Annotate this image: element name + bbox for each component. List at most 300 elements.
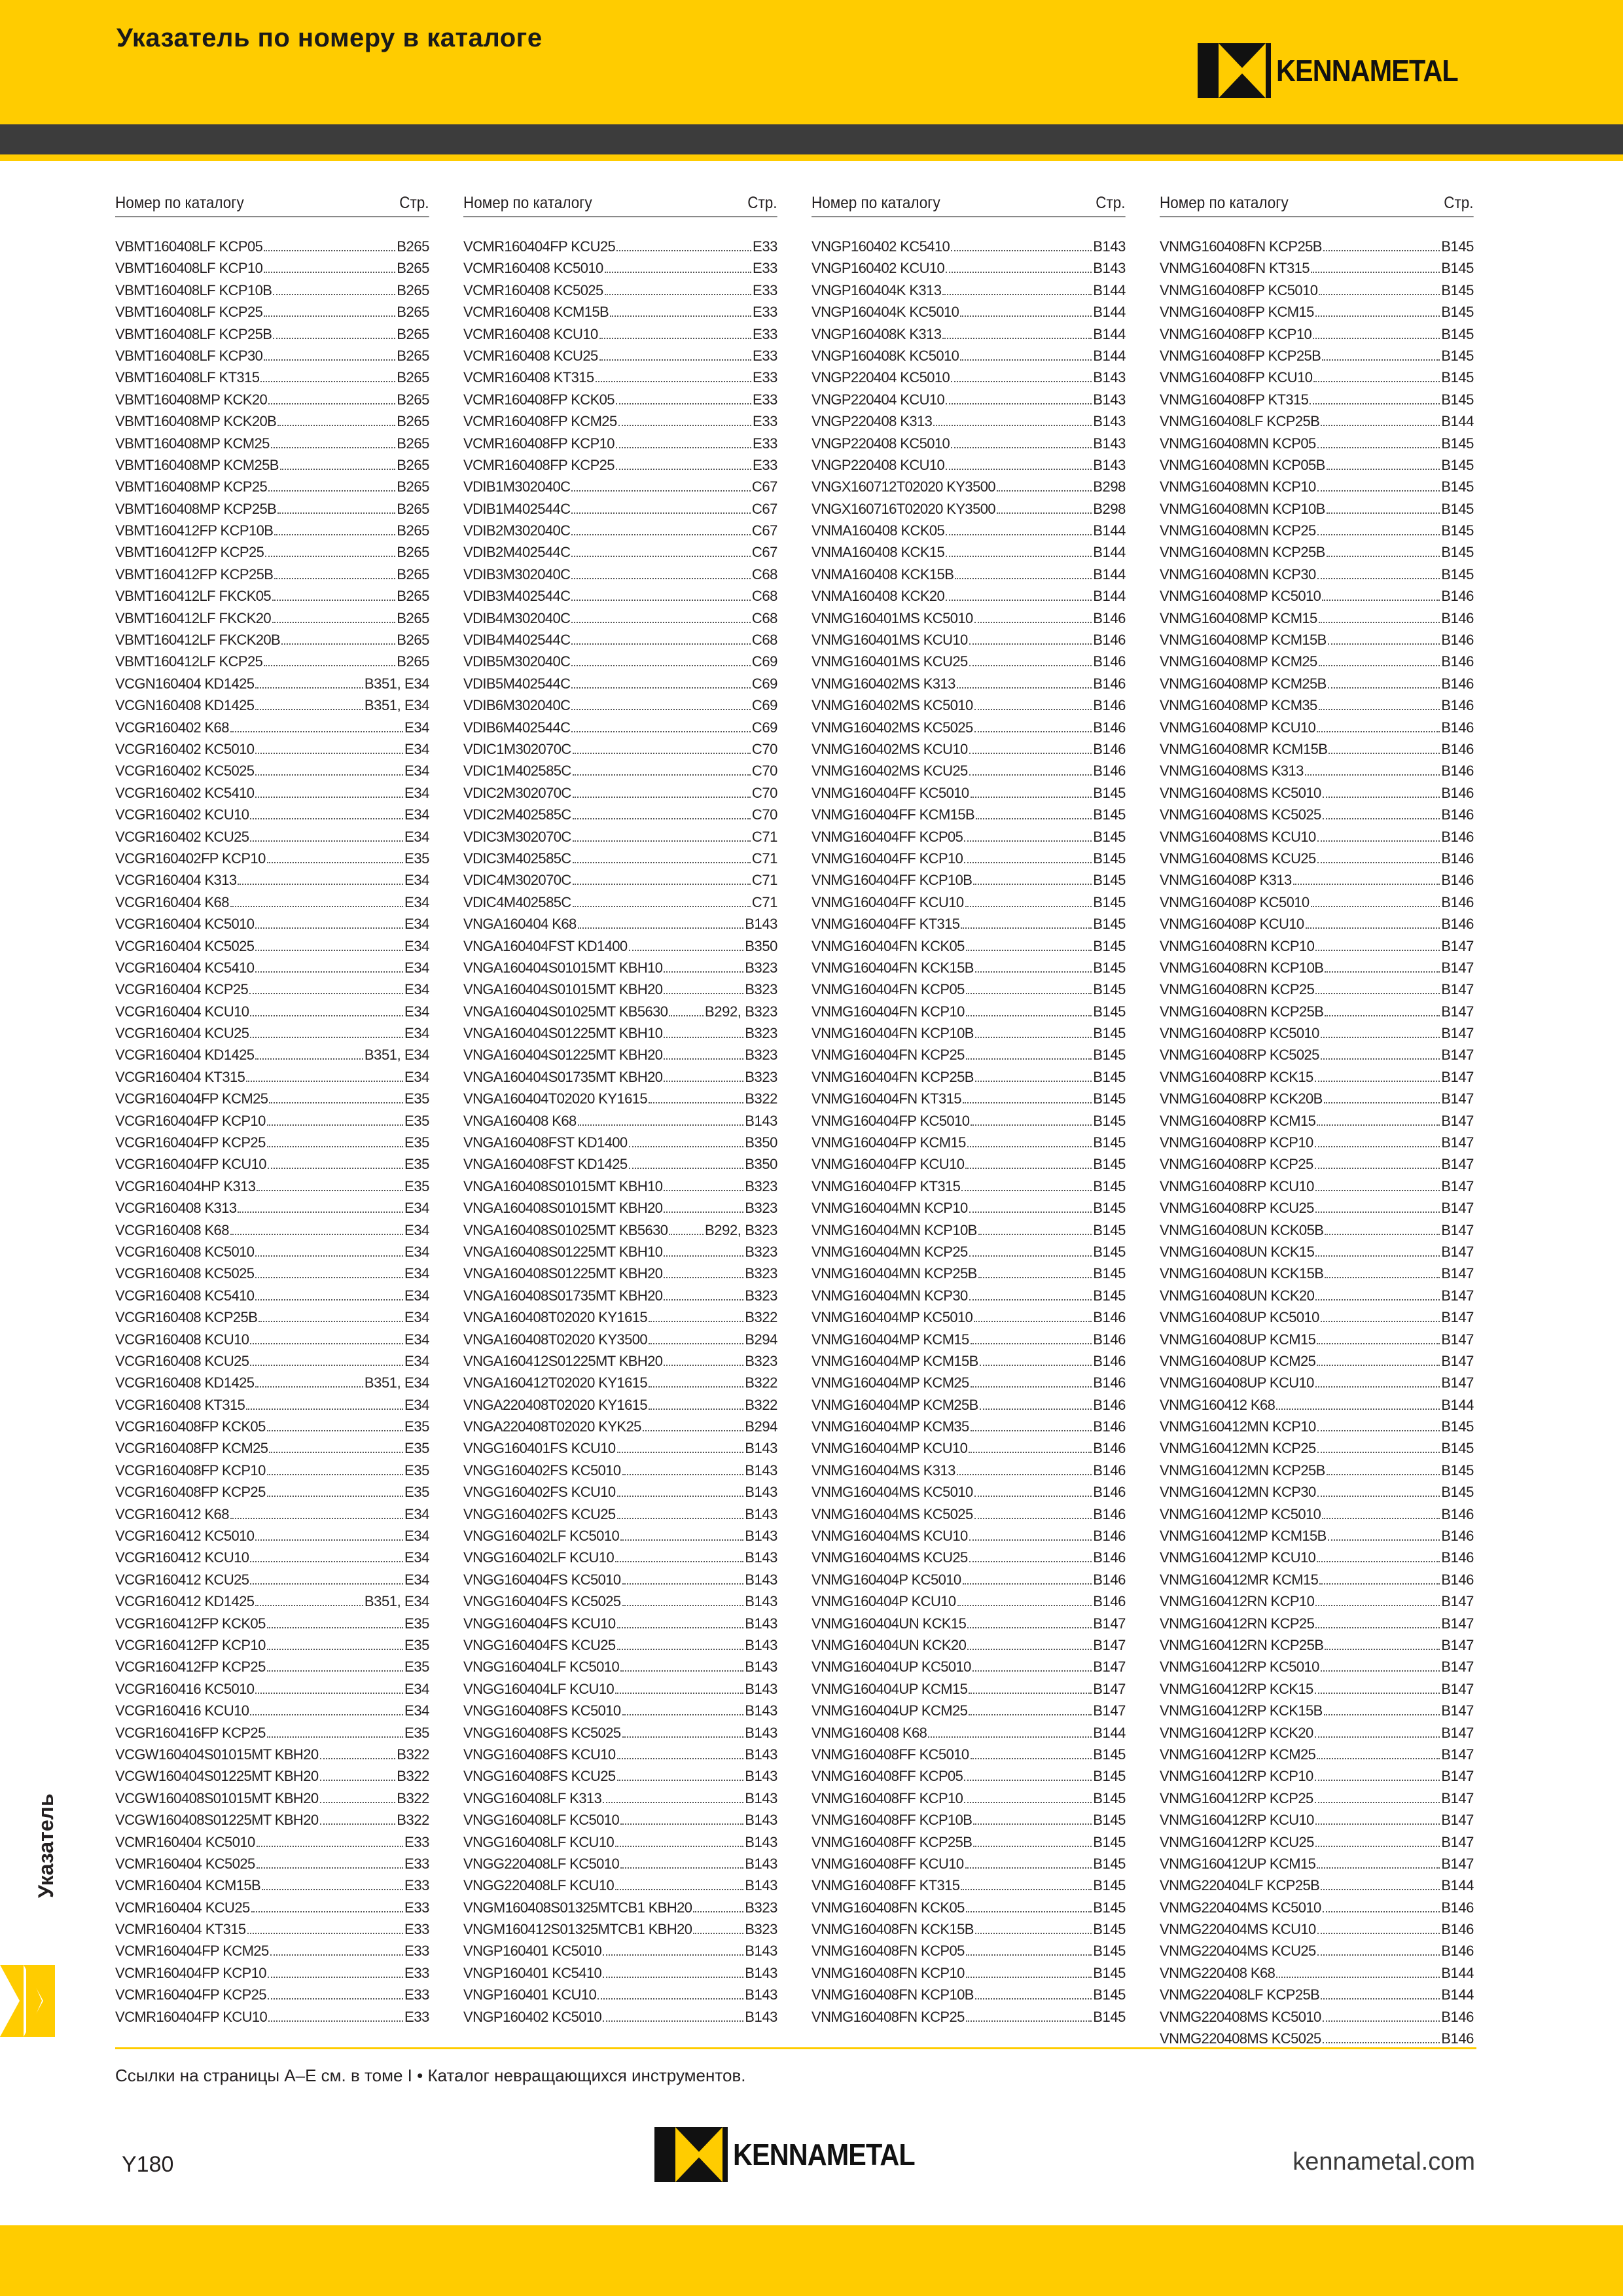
page-reference[interactable]: E34	[404, 1265, 429, 1282]
page-reference[interactable]: B323	[745, 1025, 777, 1042]
page-reference[interactable]: B146	[1441, 1505, 1474, 1522]
page-reference[interactable]: E33	[404, 1877, 429, 1894]
page-reference[interactable]: E34	[404, 1025, 429, 1042]
page-reference[interactable]: B147	[1441, 1812, 1474, 1829]
page-reference[interactable]: B145	[1093, 1090, 1126, 1107]
page-reference[interactable]: B146	[1093, 1571, 1126, 1588]
page-reference[interactable]: C70	[751, 784, 777, 801]
page-reference[interactable]: B144	[1093, 281, 1126, 298]
page-reference[interactable]: E35	[404, 1724, 429, 1741]
page-reference[interactable]: B265	[397, 435, 429, 452]
page-reference[interactable]: B146	[1441, 1528, 1474, 1545]
page-reference[interactable]: C71	[751, 828, 777, 845]
page-reference[interactable]: B146	[1093, 1528, 1126, 1545]
page-reference[interactable]: B323	[745, 1068, 777, 1085]
page-reference[interactable]: E35	[404, 1440, 429, 1457]
page-reference[interactable]: B147	[1441, 1003, 1474, 1020]
page-reference[interactable]: B143	[745, 1112, 777, 1129]
page-reference[interactable]: B145	[1441, 1462, 1474, 1479]
page-reference[interactable]: B147	[1441, 1724, 1474, 1741]
page-reference[interactable]: B145	[1441, 391, 1474, 408]
page-reference[interactable]: B350	[745, 1134, 777, 1151]
page-reference[interactable]: B145	[1441, 1440, 1474, 1457]
page-reference[interactable]: B265	[397, 609, 429, 626]
page-reference[interactable]: B143	[745, 1659, 777, 1676]
page-reference[interactable]: B143	[745, 1528, 777, 1545]
page-reference[interactable]: E33	[753, 456, 777, 473]
page-reference[interactable]: B143	[745, 1855, 777, 1872]
page-reference[interactable]: B145	[1441, 260, 1474, 277]
page-reference[interactable]: B146	[1441, 806, 1474, 823]
page-reference[interactable]: B147	[1441, 1156, 1474, 1173]
page-reference[interactable]: B351, E34	[364, 1593, 429, 1610]
page-reference[interactable]: B146	[1093, 1505, 1126, 1522]
page-reference[interactable]: B145	[1093, 1812, 1126, 1829]
page-reference[interactable]: B146	[1093, 1440, 1126, 1457]
page-reference[interactable]: B147	[1093, 1702, 1126, 1719]
page-reference[interactable]: B351, E34	[364, 1047, 429, 1064]
page-reference[interactable]: B146	[1093, 1549, 1126, 1566]
page-reference[interactable]: B147	[1441, 1593, 1474, 1610]
page-reference[interactable]: E33	[753, 238, 777, 255]
page-reference[interactable]: B323	[745, 1177, 777, 1194]
page-reference[interactable]: B147	[1441, 1221, 1474, 1238]
page-reference[interactable]: C69	[751, 653, 777, 670]
page-reference[interactable]: C71	[751, 850, 777, 867]
page-reference[interactable]: B147	[1441, 1309, 1474, 1326]
page-reference[interactable]: B145	[1093, 1921, 1126, 1938]
page-reference[interactable]: B145	[1441, 522, 1474, 539]
page-reference[interactable]: B146	[1441, 828, 1474, 845]
page-reference[interactable]: B145	[1093, 1134, 1126, 1151]
page-reference[interactable]: B143	[745, 1505, 777, 1522]
page-reference[interactable]: B265	[397, 347, 429, 364]
page-reference[interactable]: B145	[1441, 565, 1474, 583]
page-reference[interactable]: B144	[1093, 347, 1126, 364]
page-reference[interactable]: B147	[1441, 1287, 1474, 1304]
page-reference[interactable]: B265	[397, 413, 429, 430]
page-reference[interactable]: B265	[397, 565, 429, 583]
page-reference[interactable]: B147	[1093, 1680, 1126, 1697]
page-reference[interactable]: C69	[751, 675, 777, 692]
page-reference[interactable]: E34	[404, 1331, 429, 1348]
page-reference[interactable]: B298	[1093, 478, 1126, 495]
page-reference[interactable]: B145	[1093, 1177, 1126, 1194]
page-reference[interactable]: B265	[397, 281, 429, 298]
page-reference[interactable]: B265	[397, 588, 429, 605]
page-reference[interactable]: B146	[1441, 893, 1474, 910]
page-reference[interactable]: B146	[1093, 609, 1126, 626]
page-reference[interactable]: B265	[397, 500, 429, 517]
page-reference[interactable]: B265	[397, 478, 429, 495]
page-reference[interactable]: B145	[1093, 959, 1126, 976]
page-reference[interactable]: B145	[1093, 1200, 1126, 1217]
page-reference[interactable]: E35	[404, 1112, 429, 1129]
page-reference[interactable]: B323	[745, 959, 777, 976]
page-reference[interactable]: B143	[1093, 391, 1126, 408]
page-reference[interactable]: B322	[397, 1789, 429, 1806]
page-reference[interactable]: B145	[1441, 478, 1474, 495]
page-reference[interactable]: E33	[404, 2008, 429, 2025]
page-reference[interactable]: B351, E34	[364, 697, 429, 714]
page-reference[interactable]: E34	[404, 1352, 429, 1369]
page-reference[interactable]: B147	[1441, 1177, 1474, 1194]
page-reference[interactable]: B265	[397, 369, 429, 386]
page-reference[interactable]: B143	[1093, 435, 1126, 452]
page-reference[interactable]: B146	[1093, 653, 1126, 670]
page-reference[interactable]: B147	[1441, 1265, 1474, 1282]
page-reference[interactable]: E34	[404, 893, 429, 910]
page-reference[interactable]: B145	[1093, 850, 1126, 867]
page-reference[interactable]: C67	[751, 544, 777, 561]
page-reference[interactable]: B146	[1093, 1484, 1126, 1501]
page-reference[interactable]: C68	[751, 609, 777, 626]
page-reference[interactable]: E34	[404, 1528, 429, 1545]
page-reference[interactable]: B145	[1441, 544, 1474, 561]
page-reference[interactable]: B145	[1093, 872, 1126, 889]
page-reference[interactable]: B143	[745, 2008, 777, 2025]
page-reference[interactable]: B147	[1441, 1789, 1474, 1806]
page-reference[interactable]: E34	[404, 740, 429, 757]
page-reference[interactable]: B147	[1441, 959, 1474, 976]
page-reference[interactable]: B147	[1441, 1025, 1474, 1042]
page-reference[interactable]: B145	[1093, 806, 1126, 823]
page-reference[interactable]: B145	[1093, 1877, 1126, 1894]
page-reference[interactable]: B146	[1093, 1462, 1126, 1479]
page-reference[interactable]: E35	[404, 1156, 429, 1173]
page-reference[interactable]: B143	[745, 1615, 777, 1632]
page-reference[interactable]: B143	[745, 1812, 777, 1829]
page-reference[interactable]: B294	[745, 1418, 777, 1435]
page-reference[interactable]: B146	[1441, 653, 1474, 670]
page-reference[interactable]: B147	[1093, 1615, 1126, 1632]
page-reference[interactable]: E34	[404, 828, 429, 845]
page-reference[interactable]: B322	[397, 1746, 429, 1763]
page-reference[interactable]: B323	[745, 1265, 777, 1282]
page-reference[interactable]: B265	[397, 260, 429, 277]
page-reference[interactable]: B265	[397, 391, 429, 408]
page-reference[interactable]: E33	[753, 304, 777, 321]
page-reference[interactable]: B147	[1441, 1768, 1474, 1785]
page-reference[interactable]: B145	[1093, 1047, 1126, 1064]
page-reference[interactable]: B145	[1441, 325, 1474, 342]
page-reference[interactable]: B147	[1441, 937, 1474, 954]
page-reference[interactable]: B146	[1093, 1309, 1126, 1326]
page-reference[interactable]: E33	[753, 391, 777, 408]
page-reference[interactable]: B144	[1441, 1964, 1474, 1981]
page-reference[interactable]: E34	[404, 959, 429, 976]
page-reference[interactable]: B145	[1441, 1418, 1474, 1435]
page-reference[interactable]: B146	[1441, 1921, 1474, 1938]
page-reference[interactable]: B145	[1441, 1484, 1474, 1501]
page-reference[interactable]: B350	[745, 937, 777, 954]
page-reference[interactable]: E35	[404, 1134, 429, 1151]
page-reference[interactable]: B145	[1093, 1768, 1126, 1785]
page-reference[interactable]: B143	[745, 1549, 777, 1566]
page-reference[interactable]: B322	[397, 1768, 429, 1785]
page-reference[interactable]: B144	[1441, 1986, 1474, 2003]
page-reference[interactable]: C70	[751, 806, 777, 823]
page-reference[interactable]: E35	[404, 1090, 429, 1107]
page-reference[interactable]: E33	[404, 1899, 429, 1916]
page-reference[interactable]: B146	[1441, 609, 1474, 626]
page-reference[interactable]: B146	[1441, 697, 1474, 714]
page-reference[interactable]: B146	[1093, 632, 1126, 649]
page-reference[interactable]: B144	[1093, 565, 1126, 583]
page-reference[interactable]: B145	[1093, 1003, 1126, 1020]
page-reference[interactable]: B323	[745, 981, 777, 998]
page-reference[interactable]: E35	[404, 1637, 429, 1653]
page-reference[interactable]: E34	[404, 1243, 429, 1260]
page-reference[interactable]: C71	[751, 893, 777, 910]
page-reference[interactable]: C68	[751, 632, 777, 649]
page-reference[interactable]: E34	[404, 806, 429, 823]
page-reference[interactable]: E33	[753, 281, 777, 298]
page-reference[interactable]: E34	[404, 1287, 429, 1304]
page-reference[interactable]: B146	[1441, 850, 1474, 867]
page-reference[interactable]: B322	[745, 1396, 777, 1413]
page-reference[interactable]: B351, E34	[364, 675, 429, 692]
page-reference[interactable]: B145	[1093, 1265, 1126, 1282]
page-reference[interactable]: B146	[1093, 1396, 1126, 1413]
page-reference[interactable]: E33	[753, 369, 777, 386]
page-reference[interactable]: B145	[1093, 937, 1126, 954]
page-reference[interactable]: B146	[1093, 1418, 1126, 1435]
page-reference[interactable]: E34	[404, 1702, 429, 1719]
page-reference[interactable]: B145	[1441, 435, 1474, 452]
page-reference[interactable]: E34	[404, 1680, 429, 1697]
page-reference[interactable]: B146	[1441, 632, 1474, 649]
page-reference[interactable]: B143	[745, 1702, 777, 1719]
page-reference[interactable]: E33	[753, 325, 777, 342]
page-reference[interactable]: B323	[745, 1921, 777, 1938]
page-reference[interactable]: E34	[404, 981, 429, 998]
page-reference[interactable]: B145	[1093, 1789, 1126, 1806]
page-reference[interactable]: B143	[745, 1593, 777, 1610]
page-reference[interactable]: B144	[1093, 522, 1126, 539]
page-reference[interactable]: B145	[1093, 1833, 1126, 1850]
page-reference[interactable]: B147	[1441, 1615, 1474, 1632]
page-reference[interactable]: B145	[1093, 1943, 1126, 1960]
page-reference[interactable]: B145	[1093, 1112, 1126, 1129]
page-reference[interactable]: B146	[1093, 740, 1126, 757]
page-reference[interactable]: B145	[1093, 893, 1126, 910]
page-reference[interactable]: E35	[404, 850, 429, 867]
page-reference[interactable]: B143	[745, 1462, 777, 1479]
page-reference[interactable]: B143	[1093, 369, 1126, 386]
page-reference[interactable]: B146	[1441, 2008, 1474, 2025]
page-reference[interactable]: E34	[404, 1068, 429, 1085]
page-reference[interactable]: E34	[404, 1396, 429, 1413]
page-reference[interactable]: B143	[745, 1877, 777, 1894]
page-reference[interactable]: B323	[745, 1243, 777, 1260]
page-reference[interactable]: B147	[1441, 1068, 1474, 1085]
page-reference[interactable]: E34	[404, 784, 429, 801]
page-reference[interactable]: E35	[404, 1484, 429, 1501]
page-reference[interactable]: B147	[1441, 1855, 1474, 1872]
page-reference[interactable]: B143	[745, 1440, 777, 1457]
page-reference[interactable]: B145	[1093, 1243, 1126, 1260]
page-reference[interactable]: B322	[745, 1090, 777, 1107]
page-reference[interactable]: B145	[1441, 456, 1474, 473]
page-reference[interactable]: B323	[745, 1200, 777, 1217]
page-reference[interactable]: B145	[1093, 784, 1126, 801]
page-reference[interactable]: C68	[751, 588, 777, 605]
page-reference[interactable]: B147	[1441, 1702, 1474, 1719]
page-reference[interactable]: B144	[1093, 1724, 1126, 1741]
page-reference[interactable]: B322	[745, 1374, 777, 1391]
page-reference[interactable]: C67	[751, 478, 777, 495]
page-reference[interactable]: B143	[745, 916, 777, 933]
page-reference[interactable]: E35	[404, 1177, 429, 1194]
page-reference[interactable]: B265	[397, 325, 429, 342]
page-reference[interactable]: B146	[1093, 675, 1126, 692]
page-reference[interactable]: B145	[1093, 1221, 1126, 1238]
page-reference[interactable]: E35	[404, 1462, 429, 1479]
page-reference[interactable]: B147	[1441, 1047, 1474, 1064]
page-reference[interactable]: B323	[745, 1899, 777, 1916]
page-reference[interactable]: B147	[1441, 1134, 1474, 1151]
page-reference[interactable]: B265	[397, 304, 429, 321]
page-reference[interactable]: B146	[1441, 916, 1474, 933]
page-reference[interactable]: E34	[404, 916, 429, 933]
page-reference[interactable]: B265	[397, 238, 429, 255]
page-reference[interactable]: B292, B323	[705, 1003, 777, 1020]
page-reference[interactable]: B146	[1093, 1374, 1126, 1391]
page-reference[interactable]: B143	[745, 1637, 777, 1653]
page-reference[interactable]: B145	[1093, 2008, 1126, 2025]
page-reference[interactable]: B147	[1441, 1659, 1474, 1676]
page-reference[interactable]: B143	[745, 1833, 777, 1850]
page-reference[interactable]: B146	[1093, 1331, 1126, 1348]
page-reference[interactable]: E35	[404, 1615, 429, 1632]
page-reference[interactable]: B146	[1441, 872, 1474, 889]
page-reference[interactable]: B146	[1441, 740, 1474, 757]
page-reference[interactable]: B145	[1441, 281, 1474, 298]
page-reference[interactable]: B145	[1441, 304, 1474, 321]
page-reference[interactable]: E34	[404, 1549, 429, 1566]
page-reference[interactable]: B146	[1093, 1593, 1126, 1610]
page-reference[interactable]: B147	[1441, 1352, 1474, 1369]
page-reference[interactable]: B322	[397, 1812, 429, 1829]
page-reference[interactable]: B143	[745, 1484, 777, 1501]
page-reference[interactable]: B143	[745, 1964, 777, 1981]
page-reference[interactable]: B145	[1093, 1287, 1126, 1304]
page-reference[interactable]: B145	[1093, 1025, 1126, 1042]
page-reference[interactable]: B143	[745, 1724, 777, 1741]
page-reference[interactable]: B143	[745, 1680, 777, 1697]
page-reference[interactable]: E34	[404, 1200, 429, 1217]
page-reference[interactable]: E33	[404, 1855, 429, 1872]
page-reference[interactable]: C67	[751, 522, 777, 539]
page-reference[interactable]: E34	[404, 1221, 429, 1238]
page-reference[interactable]: B265	[397, 544, 429, 561]
page-reference[interactable]: B147	[1441, 1680, 1474, 1697]
page-reference[interactable]: B146	[1441, 2030, 1474, 2047]
page-reference[interactable]: B146	[1441, 762, 1474, 780]
page-reference[interactable]: B147	[1441, 1112, 1474, 1129]
page-reference[interactable]: E33	[404, 1833, 429, 1850]
page-reference[interactable]: B144	[1093, 544, 1126, 561]
page-reference[interactable]: B146	[1441, 1899, 1474, 1916]
page-reference[interactable]: B144	[1093, 588, 1126, 605]
page-reference[interactable]: B146	[1441, 1571, 1474, 1588]
page-reference[interactable]: B147	[1093, 1659, 1126, 1676]
website-link[interactable]: kennametal.com	[1293, 2148, 1475, 2176]
page-reference[interactable]: B145	[1093, 1746, 1126, 1763]
page-reference[interactable]: B143	[745, 1746, 777, 1763]
page-reference[interactable]: C70	[751, 740, 777, 757]
page-reference[interactable]: B143	[1093, 413, 1126, 430]
page-reference[interactable]: E33	[404, 1921, 429, 1938]
page-reference[interactable]: C67	[751, 500, 777, 517]
page-reference[interactable]: B147	[1093, 1637, 1126, 1653]
page-reference[interactable]: B265	[397, 456, 429, 473]
page-reference[interactable]: E35	[404, 1418, 429, 1435]
page-reference[interactable]: E33	[753, 435, 777, 452]
page-reference[interactable]: B265	[397, 653, 429, 670]
page-reference[interactable]: C71	[751, 872, 777, 889]
page-reference[interactable]: B145	[1093, 828, 1126, 845]
page-reference[interactable]: B292, B323	[705, 1221, 777, 1238]
page-reference[interactable]: E33	[753, 347, 777, 364]
page-reference[interactable]: B146	[1441, 1943, 1474, 1960]
page-reference[interactable]: B145	[1093, 1156, 1126, 1173]
page-reference[interactable]: E33	[404, 1986, 429, 2003]
page-reference[interactable]: B147	[1441, 1331, 1474, 1348]
page-reference[interactable]: E34	[404, 1571, 429, 1588]
page-reference[interactable]: E34	[404, 719, 429, 736]
page-reference[interactable]: B146	[1441, 719, 1474, 736]
page-reference[interactable]: B144	[1441, 413, 1474, 430]
page-reference[interactable]: E33	[753, 260, 777, 277]
page-reference[interactable]: E34	[404, 762, 429, 780]
page-reference[interactable]: B145	[1441, 347, 1474, 364]
page-reference[interactable]: B143	[745, 1789, 777, 1806]
page-reference[interactable]: E34	[404, 1505, 429, 1522]
page-reference[interactable]: B146	[1093, 697, 1126, 714]
page-reference[interactable]: B145	[1441, 238, 1474, 255]
page-reference[interactable]: E33	[753, 413, 777, 430]
page-reference[interactable]: B145	[1093, 1964, 1126, 1981]
page-reference[interactable]: B145	[1093, 981, 1126, 998]
page-reference[interactable]: B147	[1441, 1637, 1474, 1653]
page-reference[interactable]: B146	[1441, 675, 1474, 692]
page-reference[interactable]: B147	[1441, 1374, 1474, 1391]
page-reference[interactable]: E34	[404, 872, 429, 889]
page-reference[interactable]: B145	[1093, 1068, 1126, 1085]
page-reference[interactable]: C69	[751, 697, 777, 714]
page-reference[interactable]: C68	[751, 565, 777, 583]
page-reference[interactable]: C69	[751, 719, 777, 736]
page-reference[interactable]: B351, E34	[364, 1374, 429, 1391]
page-reference[interactable]: E34	[404, 937, 429, 954]
page-reference[interactable]: B322	[745, 1309, 777, 1326]
page-reference[interactable]: B143	[1093, 238, 1126, 255]
page-reference[interactable]: B323	[745, 1287, 777, 1304]
page-reference[interactable]: B147	[1441, 1200, 1474, 1217]
page-reference[interactable]: B146	[1441, 1549, 1474, 1566]
page-reference[interactable]: B146	[1441, 784, 1474, 801]
page-reference[interactable]: B265	[397, 632, 429, 649]
page-reference[interactable]: B145	[1441, 369, 1474, 386]
page-reference[interactable]: B146	[1093, 1352, 1126, 1369]
page-reference[interactable]: B144	[1093, 304, 1126, 321]
page-reference[interactable]: B143	[745, 1571, 777, 1588]
page-reference[interactable]: B323	[745, 1047, 777, 1064]
page-reference[interactable]: B147	[1441, 1090, 1474, 1107]
page-reference[interactable]: B146	[1093, 719, 1126, 736]
